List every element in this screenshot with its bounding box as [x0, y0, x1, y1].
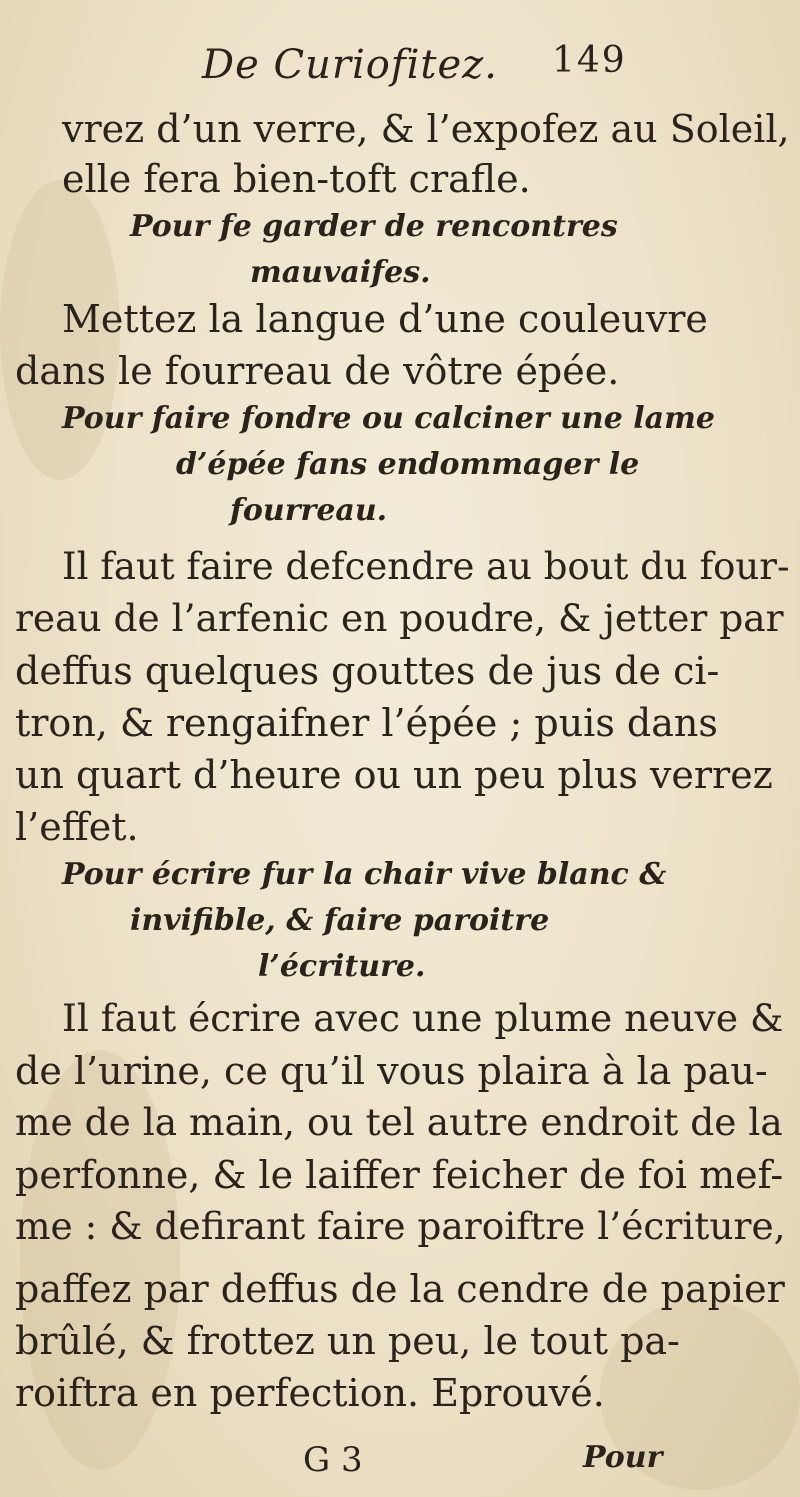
- text-line: tron, & rengaifner l’épée ; puis dans: [15, 701, 718, 745]
- page-number: 149: [552, 40, 627, 81]
- section-heading: d’épée fans endommager le: [176, 447, 640, 482]
- text-line: un quart d’heure ou un peu plus verrez: [15, 753, 773, 797]
- section-heading: Pour écrire fur la chair vive blanc &: [62, 857, 667, 892]
- section-heading: fourreau.: [230, 493, 388, 528]
- text-line: deffus quelques gouttes de jus de ci-: [15, 649, 720, 693]
- text-line: de l’urine, ce qu’il vous plaira à la pau-: [15, 1049, 768, 1093]
- text-line: Mettez la langue d’une couleuvre: [62, 297, 708, 341]
- text-line: paffez par deffus de la cendre de papier: [15, 1267, 785, 1311]
- text-line: Il faut écrire avec une plume neuve &: [62, 996, 784, 1040]
- text-line: perfonne, & le laiffer feicher de foi mef-: [15, 1153, 784, 1197]
- text-line: roiftra en perfection. Eprouvé.: [15, 1371, 605, 1415]
- text-line: brûlé, & frottez un peu, le tout pa-: [15, 1319, 680, 1363]
- text-line: reau de l’arfenic en poudre, & jetter par: [15, 596, 784, 640]
- text-line: elle fera bien-toft crafle.: [62, 157, 531, 201]
- text-line: me : & defirant faire paroiftre l’écriture,: [15, 1204, 786, 1248]
- text-line: dans le fourreau de vôtre épée.: [15, 349, 620, 393]
- text-line: Il faut faire defcendre au bout du four-: [62, 545, 790, 588]
- catchword: Pour: [583, 1440, 663, 1475]
- section-heading: invifible, & faire paroitre: [130, 903, 550, 938]
- section-heading: Pour fe garder de rencontres: [130, 209, 618, 244]
- section-heading: Pour faire fondre ou calciner une lame: [62, 401, 715, 436]
- text-line: me de la main, ou tel autre endroit de la: [15, 1100, 783, 1144]
- signature-mark: G 3: [303, 1440, 363, 1480]
- text-line: l’effet.: [15, 805, 139, 849]
- running-title: De Curiofitez.: [202, 42, 498, 88]
- text-line: vrez d’un verre, & l’expofez au Soleil,: [62, 107, 790, 151]
- section-heading: l’écriture.: [258, 949, 426, 984]
- section-heading: mauvaifes.: [250, 255, 431, 290]
